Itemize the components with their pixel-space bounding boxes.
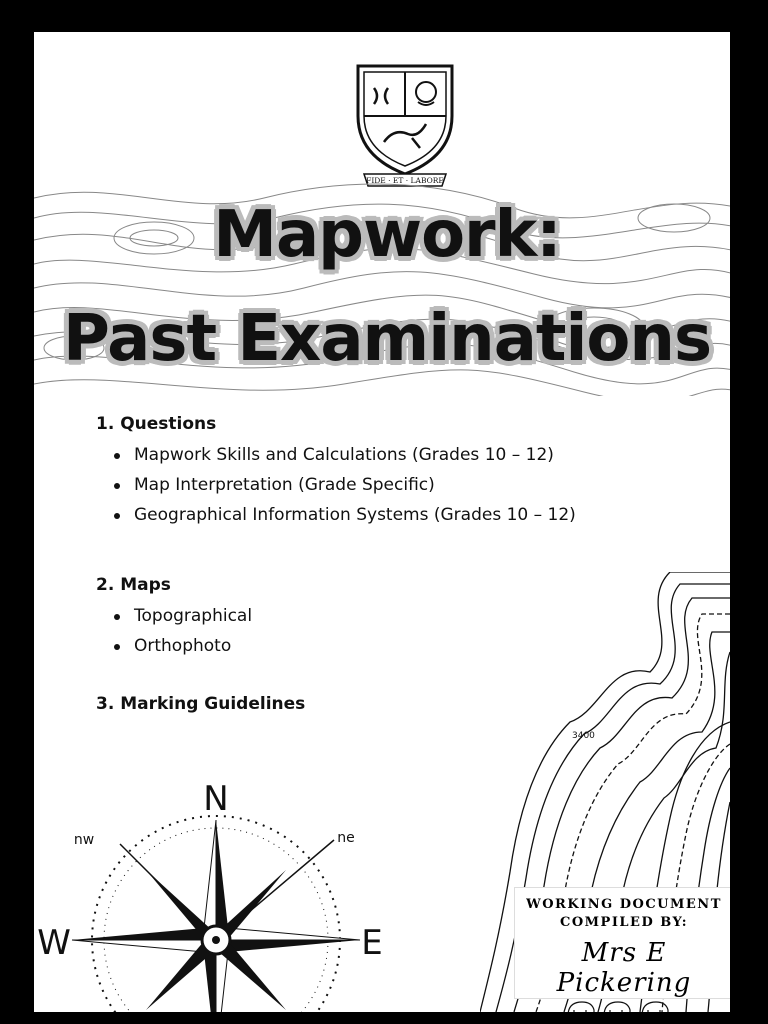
- compass-north-label: N: [203, 779, 229, 819]
- compiler-credit: [514, 887, 730, 999]
- section-list: [96, 601, 252, 661]
- section-marking-guidelines: [96, 694, 305, 714]
- page-border: [22, 20, 740, 1010]
- school-crest-icon: [352, 56, 458, 188]
- title-line-1: Mapwork:: [213, 198, 561, 272]
- compass-west-label: W: [37, 923, 71, 963]
- section-heading: 3. Marking Guidelines: [96, 694, 306, 714]
- elephants-icon: [564, 998, 684, 1012]
- section-questions: [96, 414, 576, 530]
- list-item: Topographical: [134, 601, 252, 631]
- compass-rose-icon: [34, 750, 414, 1012]
- compiler-name: Mrs E Pickering: [556, 938, 692, 998]
- contour-label: 3400: [572, 731, 595, 741]
- title-line-2: Past Examinations: [62, 302, 712, 376]
- list-item: Mapwork Skills and Calculations (Grades 10 – 12): [134, 440, 576, 470]
- title-banner: [34, 178, 730, 396]
- credit-line-1: WORKING DOCUMENT: [526, 897, 722, 912]
- section-list: [96, 440, 576, 530]
- list-item: Map Interpretation (Grade Specific): [134, 470, 576, 500]
- compass-nw-label: nw: [73, 832, 95, 848]
- section-heading: 1. Questions: [96, 414, 217, 434]
- section-heading: 2. Maps: [96, 575, 171, 595]
- compass-east-label: E: [361, 923, 383, 963]
- credit-line-2: COMPILED BY:: [560, 915, 688, 930]
- cover-page: [34, 32, 730, 1012]
- list-item: Orthophoto: [134, 631, 252, 661]
- section-maps: [96, 575, 252, 661]
- compass-ne-label: ne: [337, 830, 355, 846]
- list-item: Geographical Information Systems (Grades 10 – 12): [134, 500, 576, 530]
- crest-motto: FIDE · ET · LABORE: [366, 176, 444, 185]
